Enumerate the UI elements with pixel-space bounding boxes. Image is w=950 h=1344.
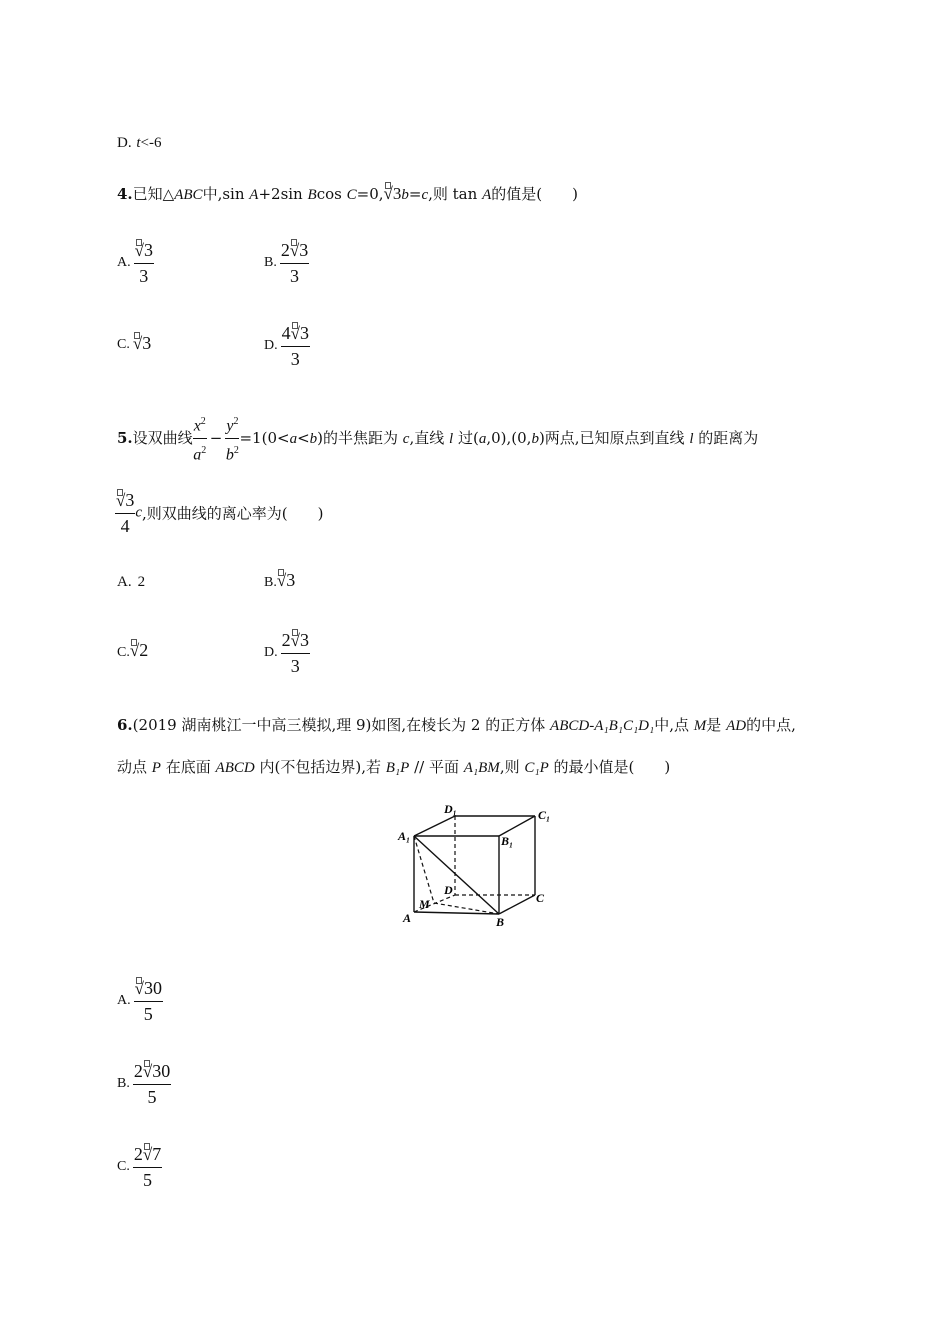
q6-text-1: (2019 湖南桃江一中高三模拟,理 9)如图,在棱长为 2 的正方体 <box>132 716 546 734</box>
q4-option-a[interactable] <box>117 240 154 286</box>
q4-text-5: =0, <box>356 185 384 203</box>
q5-text-8: 的距离为 <box>698 428 759 447</box>
q5-line2-c: c <box>135 504 143 521</box>
radicand: 3 <box>299 323 309 343</box>
q5-text-6: ,0),(0, <box>486 428 532 447</box>
label-c1: C₁ <box>538 808 551 822</box>
q5-text-3: )的半焦距为 <box>317 428 398 447</box>
question-number: 4. <box>117 185 133 203</box>
q6-a1bm: A₁BM <box>463 760 500 776</box>
q5-text-4: ,直线 <box>409 428 445 447</box>
q6-l2-text-5: ,则 <box>499 758 520 776</box>
exponent: 2 <box>233 416 239 427</box>
q6-l2-text-3: 内(不包括边界),若 <box>259 758 381 776</box>
q6-m: M <box>693 718 707 734</box>
option-label: A. <box>117 993 131 1008</box>
coefficient: 4 <box>281 323 291 343</box>
sqrt-icon: √3 <box>116 490 135 510</box>
q5-stem-line-2 <box>115 490 324 536</box>
edge-b-c <box>499 895 535 914</box>
exponent: 2 <box>233 445 239 457</box>
exponent: 2 <box>200 416 206 427</box>
fraction <box>133 1144 162 1190</box>
fraction <box>280 240 309 286</box>
sqrt-icon: √3 <box>132 333 152 353</box>
var-y: y <box>226 417 234 435</box>
q4-text-3: +2sin <box>258 185 303 203</box>
coefficient: 2 <box>280 240 290 260</box>
q6-b1p: B₁P <box>385 760 410 776</box>
q4-option-d[interactable] <box>264 323 310 369</box>
fraction-y2-b2 <box>225 412 239 466</box>
var-b: b <box>225 446 234 464</box>
q5-l: l <box>449 430 454 447</box>
denominator: 3 <box>139 266 149 286</box>
q6-text-2: 中,点 <box>654 716 689 734</box>
fraction <box>133 1061 171 1107</box>
q5-text-2: =1(0< <box>239 428 290 447</box>
denominator: 3 <box>290 349 300 369</box>
q6-c1p: C₁P <box>524 760 549 776</box>
q4-a: A <box>249 187 259 203</box>
relation: <-6 <box>140 135 162 151</box>
radicand: 3 <box>299 630 309 650</box>
coefficient: 2 <box>133 1144 143 1164</box>
q4-option-c[interactable] <box>117 333 151 354</box>
radicand: 2 <box>139 640 149 660</box>
q4-option-b[interactable] <box>264 240 309 286</box>
q5-option-b[interactable] <box>264 570 295 591</box>
option-label: B. <box>264 255 277 270</box>
denominator: 3 <box>290 266 300 286</box>
sqrt-icon: √2 <box>129 640 149 660</box>
fraction <box>281 630 310 676</box>
coefficient: 2 <box>281 630 291 650</box>
label-b: B <box>496 915 505 929</box>
q6-abcd: ABCD <box>215 760 255 776</box>
q4-text-4: cos <box>316 185 342 203</box>
radicand: 3 <box>392 184 402 203</box>
fraction <box>134 240 154 286</box>
option-label: D. <box>264 645 278 660</box>
radicand: 30 <box>143 978 162 998</box>
q5-a3: a <box>478 430 487 447</box>
label-a1: A₁ <box>398 829 411 843</box>
sqrt-icon: √3 <box>134 240 153 260</box>
q4-abc: ABC <box>174 187 203 203</box>
option-label: B. <box>264 575 277 590</box>
q4-cvar: c <box>421 187 429 203</box>
option-label: D. <box>117 135 132 151</box>
radicand: 3 <box>142 333 152 353</box>
q4-bvar: b <box>401 187 409 203</box>
label-b1: B₁ <box>501 834 514 848</box>
radicand: 3 <box>125 490 135 510</box>
q6-stem-line-1 <box>117 710 796 740</box>
option-label: C. <box>117 645 130 660</box>
edge-b1-c1 <box>499 816 535 836</box>
q5-b3: b <box>531 430 539 447</box>
sqrt-icon: √7 <box>142 1144 162 1164</box>
q6-cube: ABCD-A₁B₁C₁D₁ <box>550 718 655 734</box>
q6-text-4: 的中点, <box>746 716 796 734</box>
q5-text-7: )两点,已知原点到直线 <box>538 428 685 447</box>
q6-l2-text-6: 的最小值是( ) <box>553 758 671 776</box>
prev-option-d <box>117 127 162 157</box>
q6-l2-text-4: // 平面 <box>414 758 459 776</box>
sqrt-icon: √3 <box>383 184 402 203</box>
option-label: C. <box>117 337 130 352</box>
label-a: A <box>403 911 412 925</box>
q4-text-1: 已知△ <box>132 185 175 203</box>
q5-text-1: 设双曲线 <box>132 428 193 447</box>
q5-option-d[interactable] <box>264 630 310 676</box>
option-label: C. <box>117 1159 130 1174</box>
q5-line2-text: ,则双曲线的离心率为( ) <box>142 504 324 523</box>
edge-a-b <box>414 912 499 914</box>
var-t: t <box>136 135 141 151</box>
denominator: 3 <box>290 656 300 676</box>
fraction-x2-a2 <box>193 412 207 466</box>
sqrt-icon: √3 <box>276 570 296 590</box>
label-d: D <box>444 883 453 897</box>
fraction <box>115 490 135 536</box>
q5-l2: l <box>689 430 694 447</box>
denominator: 4 <box>120 516 130 536</box>
q4-text-7: 的值是( ) <box>491 185 578 203</box>
q4-text-6: ,则 tan <box>428 185 478 203</box>
q6-p: P <box>151 760 161 776</box>
q4-stem <box>117 179 578 209</box>
q5-lt: < <box>297 428 310 447</box>
q4-c: C <box>346 187 357 203</box>
sqrt-icon: √3 <box>290 323 309 343</box>
q6-l2-text-1: 动点 <box>117 758 148 776</box>
option-label: B. <box>117 1076 130 1091</box>
q5-c: c <box>402 430 410 447</box>
radicand: 30 <box>152 1061 171 1081</box>
q4-a2: A <box>482 187 492 203</box>
denominator: 5 <box>147 1087 157 1107</box>
sqrt-icon: √30 <box>142 1061 171 1081</box>
option-label: A. <box>117 255 131 270</box>
denominator: 5 <box>143 1170 153 1190</box>
cube-figure <box>396 802 556 930</box>
radicand: 3 <box>143 240 153 260</box>
option-value: 2 <box>137 574 146 590</box>
q5-option-c[interactable] <box>117 640 148 661</box>
q5-a2: a <box>289 430 298 447</box>
q6-l2-text-2: 在底面 <box>165 758 211 776</box>
q5-text-5: 过( <box>457 428 479 447</box>
q6-option-a[interactable] <box>117 978 163 1024</box>
sqrt-icon: √30 <box>134 978 162 998</box>
radicand: 7 <box>152 1144 162 1164</box>
sqrt-icon: √3 <box>289 240 309 260</box>
q5-stem <box>117 412 759 464</box>
q6-stem-line-2 <box>117 752 670 782</box>
radicand: 3 <box>299 240 309 260</box>
q5-option-a[interactable] <box>117 572 145 591</box>
fraction <box>281 323 310 369</box>
q5-b2: b <box>309 430 318 447</box>
question-number: 6. <box>117 716 133 734</box>
option-label: D. <box>264 338 278 353</box>
label-m: M <box>419 897 430 911</box>
edge-a1-d1 <box>414 816 455 836</box>
option-label: A. <box>117 574 132 590</box>
q4-b: B <box>307 187 317 203</box>
var-x: x <box>193 417 201 435</box>
q4-eq: = <box>408 185 422 203</box>
q6-ad: AD <box>726 718 747 734</box>
question-number: 5. <box>117 428 133 447</box>
fraction <box>134 978 163 1024</box>
label-c: C <box>536 891 545 905</box>
denominator: 5 <box>143 1004 153 1024</box>
label-d1: D₁ <box>444 802 457 816</box>
minus: − <box>209 428 223 447</box>
exponent: 2 <box>201 445 207 457</box>
q4-text-2: 中,sin <box>202 185 245 203</box>
var-a: a <box>193 446 202 464</box>
sqrt-icon: √3 <box>290 630 309 650</box>
q6-option-b[interactable] <box>117 1061 171 1107</box>
q6-text-3: 是 <box>706 716 722 734</box>
radicand: 3 <box>286 570 296 590</box>
coefficient: 2 <box>133 1061 143 1081</box>
q6-option-c[interactable] <box>117 1144 162 1190</box>
